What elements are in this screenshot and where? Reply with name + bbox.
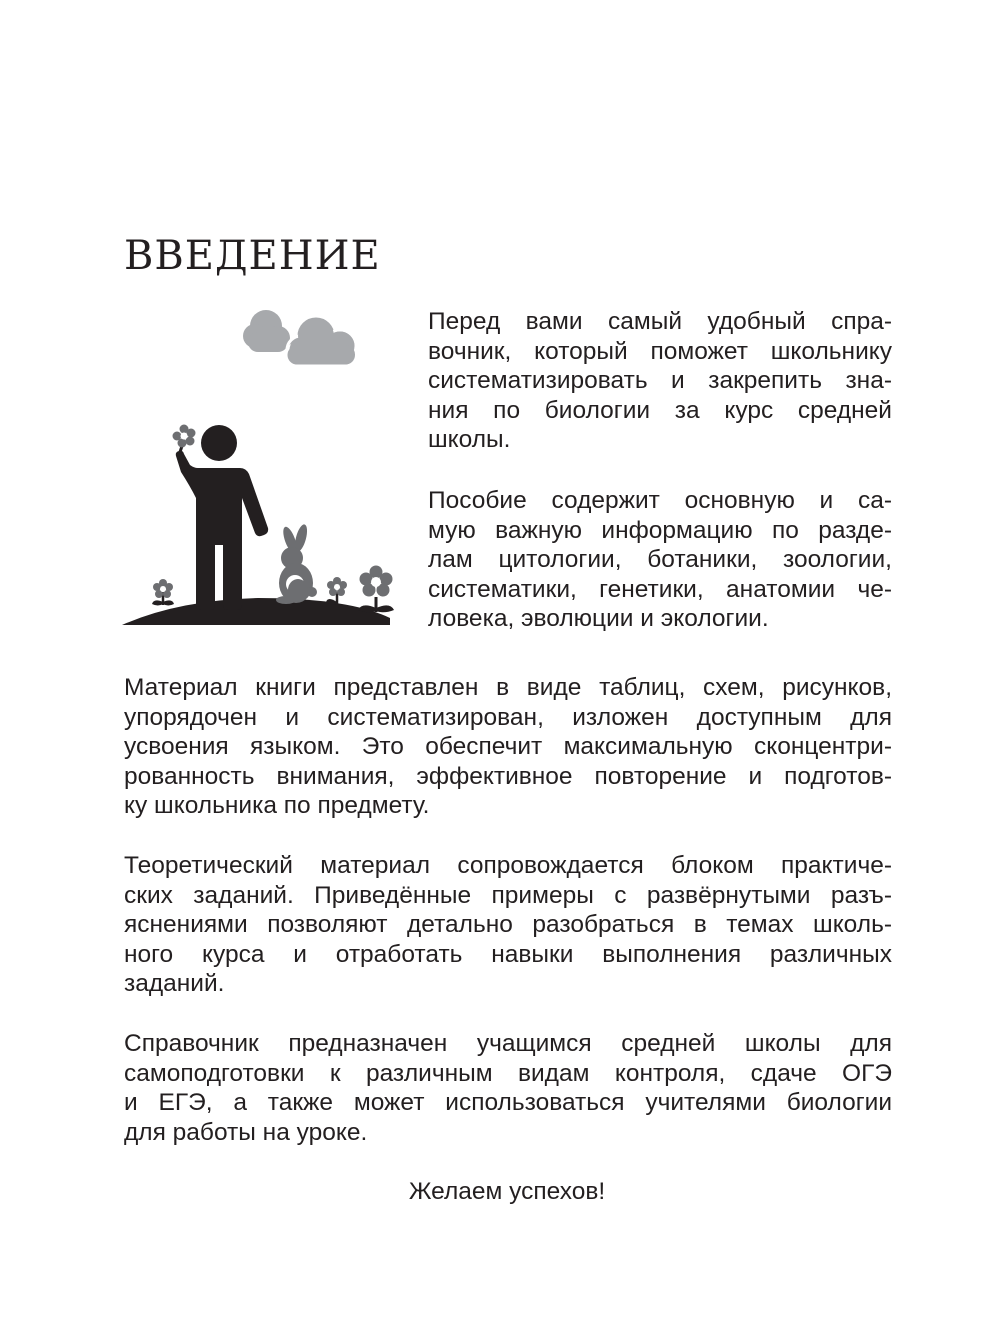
text-line: школы. [428, 426, 511, 454]
text-line: ния по биологии за курс средней [428, 396, 892, 424]
illustration [118, 300, 398, 630]
text-line: систематики, генетики, анатомии че- [428, 575, 892, 603]
text-line: для работы на уроке. [124, 1118, 368, 1146]
text-line: лам цитологии, ботаники, зоологии, [428, 546, 892, 574]
text-line: Теоретический материал сопровождается блоком практиче- [124, 851, 892, 879]
text-line: Перед вами самый удобный спра- [428, 308, 892, 335]
text-line: яснениями позволяют детально разобраться в темах школь- [124, 911, 892, 939]
flower-icon [326, 577, 347, 605]
cloud-icon [243, 310, 290, 352]
body-text [124, 673, 892, 1147]
text-line: ских заданий. Приведённые примеры с развёрнутыми разъ- [124, 881, 892, 909]
body-paragraph [124, 1029, 892, 1147]
text-line: Материал книги представлен в виде таблиц, схем, рисунков, [124, 674, 892, 701]
page-title: ВВЕДЕНИЕ [124, 233, 381, 279]
body-paragraph [124, 673, 892, 821]
closing-wish: Желаем успехов! [408, 1178, 606, 1205]
text-line: заданий. [124, 970, 225, 998]
text-line: ку школьника по предмету. [124, 792, 430, 820]
text-line: упорядочен и систематизирован, изложен доступным для [124, 703, 892, 731]
person-icon [176, 425, 268, 610]
flower-icon [152, 579, 174, 606]
intro-paragraph [428, 486, 892, 634]
text-line: ловека, эволюции и экологии. [428, 605, 769, 633]
intro-paragraph [428, 307, 892, 455]
text-line: и ЕГЭ, а также может использоваться учителями биологии [124, 1089, 892, 1117]
text-line: самоподготовки к различным видам контроля, сдаче ОГЭ [124, 1059, 892, 1087]
text-line: вочник, который поможет школьнику [428, 337, 892, 365]
text-line: систематизировать и закрепить зна- [428, 367, 892, 395]
text-line: рованность внимания, эффективное повторение и подготов- [124, 762, 892, 790]
intro-text [428, 307, 892, 634]
text-line: Пособие содержит основную и са- [428, 486, 892, 514]
flower-icon [173, 425, 196, 453]
flower-icon [358, 566, 394, 613]
text-line: усвоения языком. Это обеспечит максимальную сконцентри- [124, 733, 892, 761]
text-line: ного курса и отработать навыки выполнения различных [124, 940, 892, 968]
text-line: мую важную информацию по разде- [428, 516, 892, 544]
body-paragraph [124, 851, 892, 999]
text-line: Справочник предназначен учащимся средней школы для [124, 1029, 892, 1057]
